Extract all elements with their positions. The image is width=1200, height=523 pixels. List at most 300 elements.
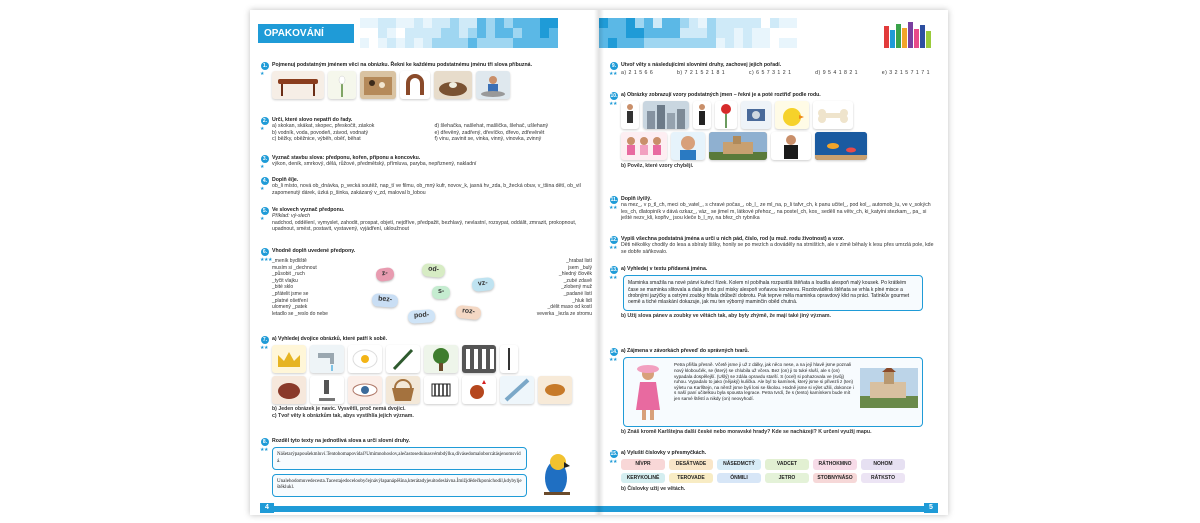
exercise-14 (609, 348, 938, 436)
mosaic-tile (369, 18, 378, 28)
exercise-4 (260, 177, 589, 196)
mosaic-tile (477, 18, 486, 28)
picture-row (613, 132, 938, 160)
mosaic-tile (477, 28, 486, 38)
mosaic-tile (513, 18, 522, 28)
mosaic-tile (486, 38, 495, 48)
sequence: d) 9 5 4 1 8 2 1 (815, 70, 859, 77)
mosaic-tile (387, 28, 396, 38)
sequence: a) 2 1 5 6 6 (621, 70, 654, 77)
parrot-picture (538, 450, 576, 498)
difficulty-stars: ★★ (609, 101, 617, 107)
mosaic-tile (743, 38, 752, 48)
story-text: Petra přišla přesně. Včetě jsme ji už z dálky, jak něco nese, a na její hlavě jsme poznali nový kloboučék, se (který) se chlubila už včera. Bez (on) ji to tuké sluší, ale s (on) vypadala dospělejší. (Ušlý) se zdála opravdu starší. S (ocel) si pohazovala ve (svůj) ruhou. Vypadalo to jako (nějaký) kuličkа. Ale byl to kamínek, který jsme si přivezli z (ten) výletu na Karlštejn, na němž jsme byli loni se školou. Hodně jsme si výlet užili, dokonce i s naší paní učitelkou byla spousta legrace. Petra tvrdí, že s (tento) kamínkem bude mít jen samé štěstí a nikdy (on) neovyhodí. (674, 362, 854, 401)
page-header (599, 18, 948, 48)
mosaic-tile (626, 38, 635, 48)
meat-picture (272, 376, 306, 404)
mosaic-tile (716, 38, 725, 48)
mosaic-tile (477, 38, 486, 48)
nest-picture (434, 71, 472, 99)
mosaic-tile (680, 28, 689, 38)
mosaic-tile (531, 38, 540, 48)
mosaic-tile (549, 38, 558, 48)
exercise-15 (609, 450, 938, 493)
mosaic-tile (653, 28, 662, 38)
mosaic-tile (689, 18, 698, 28)
exercise-body: ob_li místo, nová ob_dnávka, p_vecká soutěž, nap_tí ve filmu, ob_mný kufr, novov_k, jasná hv_zda, b_žecká obuv, v_tšina dětí, ob_vil zapomenutý dárek, úzká p_šinka, zakázaný v_zd, maloval b_lobou (272, 183, 581, 196)
mosaic-tile (468, 38, 477, 48)
mosaic-tile (504, 28, 513, 38)
prefix-line: jsem _bulý (568, 264, 592, 271)
mosaic-tile (608, 38, 617, 48)
exercise-body: nadchod, oddělení, vymyslet, zahodit, prospat, objetí, nejdříve, předpažit, bezhlavý, nevlastní, rozsypat, oddálit, zmrazit, prokopnout, upadnout, smést, postavit, vystavený, vyjádření, ukloužnout (272, 219, 577, 233)
girls-picture (621, 132, 667, 160)
prefix-line: veverka _lezla ze stromu (536, 310, 592, 317)
chess-picture (360, 71, 396, 99)
karlstejn-picture (860, 368, 918, 408)
prefix-lines-left (272, 258, 372, 317)
prefix-exercise-area (272, 258, 592, 336)
exercise-title: Urči, které slovo nepatří do řady. (272, 117, 353, 123)
books-decoration (884, 22, 936, 48)
mosaic-tile (360, 38, 369, 48)
mosaic-tile (549, 28, 558, 38)
mosaic-tile (761, 18, 770, 28)
exercise-title: Ve slovech vyznač předponu. (272, 207, 345, 213)
right-page (599, 10, 948, 515)
difficulty-stars: ★★★ (260, 257, 272, 263)
difficulty-stars: ★ (260, 216, 264, 222)
mosaic-tile (414, 38, 423, 48)
mosaic-tile (761, 28, 770, 38)
prefix-line: _zlobený muž (561, 284, 592, 291)
exercise-number: 14. (610, 349, 618, 355)
mosaic-tile (707, 38, 716, 48)
exercise-number: 15. (610, 451, 618, 457)
mosaic-tile (788, 38, 797, 48)
prefix-line: musím si _dechnout (272, 264, 317, 271)
mosaic-tile (540, 18, 549, 28)
mosaic-tile (707, 18, 716, 28)
prefix-chip: bez- (372, 293, 399, 307)
basket-picture (386, 376, 420, 404)
anagram-tag: ÓNMILI (717, 473, 761, 483)
mosaic-tile (504, 18, 513, 28)
anagram-tag: DESÁTVADE (669, 459, 713, 469)
anagram-tags (613, 459, 938, 483)
mosaic-tile (734, 38, 743, 48)
mosaic-tile (617, 18, 626, 28)
mosaic-tile (653, 38, 662, 48)
mosaic-tile (635, 38, 644, 48)
machine-picture (741, 101, 771, 129)
mosaic-tile (617, 28, 626, 38)
anagram-tag: JETRO (765, 473, 809, 483)
mosaic-tile (423, 38, 432, 48)
mosaic-tile (716, 28, 725, 38)
prefix-line: _délit maso od kostí (547, 304, 592, 311)
exercise-number: 8. (262, 439, 268, 445)
faucet-picture (310, 345, 344, 373)
boy-picture (671, 132, 705, 160)
page-title: OPAKOVÁNÍ (258, 24, 354, 43)
prefix-line: _meník bydliště (272, 258, 307, 264)
mosaic-tile (689, 38, 698, 48)
mosaic-tile (626, 28, 635, 38)
header-mosaic (360, 18, 558, 48)
exercise-title: Vhodně doplň uvedené předpony. (272, 248, 356, 254)
difficulty-stars: ★★ (260, 345, 268, 351)
mosaic-tile (716, 18, 725, 28)
sequence: c) 6 5 7 3 1 2 1 (748, 70, 792, 77)
leaf-picture (538, 376, 572, 404)
exercise-part-c: c) Tvoř věty k obrázkům tak, abys vystihl/a jejich význam. (272, 412, 414, 419)
exercise-part-b: b) Znáš kromě Karlštejna další české nebo moravské hrady? Kde se nacházejí? K určení využij mapu. (621, 429, 872, 436)
word-rows (264, 123, 589, 142)
left-page (250, 10, 599, 515)
mosaic-tile (360, 18, 369, 28)
difficulty-stars: ★ (260, 71, 264, 77)
zebra-picture (424, 376, 458, 404)
exercise-title: a) Obrázky zobrazují vzory podstatných jmen – řekni je a poté roztřiď podle rodu. (621, 92, 821, 98)
mosaic-tile (459, 18, 468, 28)
difficulty-stars: ★ (260, 126, 264, 132)
mosaic-tile (531, 18, 540, 28)
mosaic-tile (396, 38, 405, 48)
mosaic-tile (495, 38, 504, 48)
mosaic-tile (788, 18, 797, 28)
mosaic-tile (644, 38, 653, 48)
mosaic-tile (608, 18, 617, 28)
crown-picture (272, 345, 306, 373)
exercise-number: 12. (610, 237, 618, 243)
mosaic-tile (743, 28, 752, 38)
difficulty-stars: ★ (260, 186, 264, 192)
prefix-line: _padané listí (563, 290, 592, 297)
picture-row (264, 376, 589, 404)
mosaic-tile (414, 18, 423, 28)
difficulty-stars: ★★ (609, 205, 617, 211)
mosaic-tile (495, 28, 504, 38)
mosaic-tile (698, 38, 707, 48)
mosaic-tile (432, 18, 441, 28)
exercise-number: 7. (262, 337, 268, 343)
mosaic-tile (522, 38, 531, 48)
text-box-1: Nášetarýpapoušekmluví.Tentohomapovídal?Umímnohoslov,alečastoseduinasvémbdýlku,dívásedomaloborcátásjenomsvídá. (272, 447, 527, 470)
prefix-line: _zubé zdavě (563, 277, 592, 284)
crosswalk-picture (462, 345, 496, 373)
pen-picture (386, 345, 420, 373)
exercise-number: 1. (262, 63, 268, 69)
exercise-number: 4. (262, 178, 268, 184)
snowdrop-picture (328, 71, 356, 99)
mosaic-tile (725, 38, 734, 48)
exercise-number: 6. (262, 249, 268, 255)
exercise-title: a) Vyhledej dvojice obrázků, které patří k sobě. (272, 336, 388, 342)
number-sequences (613, 70, 938, 76)
sequence: e) 3 2 1 5 7 1 7 1 (881, 70, 930, 77)
difficulty-stars: ★★ (609, 71, 617, 77)
mosaic-tile (486, 18, 495, 28)
anagram-tag: VADCET (765, 459, 809, 469)
prefix-line: _hluk lidí (572, 297, 592, 304)
exercise-body: na mez_, v p_tl_ch, meci ob_vatel_, s chravé počas_, ob_l_ ze ml_na, p_li tafvr_ch, k panu učitel_, pod kol_, automob_lu, ve v_sokých les_ch, dlatopiník v dává ozkaz_, váz_ se jimel m, látkové přehoz_, na postel_ch, kos_ sedělí na větv_ch, ki_katyini stezkam_, pa_ si ješté nezv_kli, kopřiv_ jsou kleče b_l_ny, na břez_ch rybníka (621, 202, 931, 222)
anagram-tag: NÍVPR (621, 459, 665, 469)
mosaic-tile (635, 28, 644, 38)
man-picture (693, 101, 711, 129)
page-number: 4 (260, 503, 274, 513)
prefix-line: _působit _ruch (272, 271, 305, 278)
mosaic-tile (662, 38, 671, 48)
anagram-tag: NÁSEDMCTÝ (717, 459, 761, 469)
anagram-tag: RÁTKSTO (861, 473, 905, 483)
exercise-title: Doplň i/y/í/ý. (621, 196, 652, 202)
prefix-line: _platné ošetření (272, 297, 308, 304)
prefix-chip: od- (421, 263, 445, 278)
exercise-number: 11. (610, 197, 618, 203)
microscope-picture (310, 376, 344, 404)
mosaic-tile (387, 18, 396, 28)
mosaic-tile (770, 38, 779, 48)
mosaic-tile (540, 38, 549, 48)
chick-picture (775, 101, 809, 129)
picture-row (264, 345, 589, 373)
mosaic-tile (653, 18, 662, 28)
mosaic-tile (423, 28, 432, 38)
prefix-line: _hledný člověk (558, 271, 592, 278)
mosaic-tile (752, 28, 761, 38)
picture-row (613, 101, 938, 129)
mosaic-tile (441, 38, 450, 48)
drummer-picture (476, 71, 510, 99)
mosaic-tile (770, 28, 779, 38)
picture-row (264, 71, 589, 99)
mosaic-tile (608, 28, 617, 38)
prefix-chip: roz- (455, 305, 481, 320)
page-footer (599, 501, 948, 515)
mosaic-tile (680, 38, 689, 48)
page-header (250, 18, 599, 48)
anagram-tag: TEROVADE (669, 473, 713, 483)
mosaic-tile (414, 28, 423, 38)
exercise-title: Doplň ě/je. (272, 177, 299, 183)
mosaic-tile (378, 38, 387, 48)
mosaic-tile (644, 28, 653, 38)
exercise-body: výkon, deník, smrkový, dělá, růžové, předmětský, přímluva, paryba, nepřiznený, nakladní (272, 161, 477, 168)
mosaic-tile (770, 18, 779, 28)
judge-picture (771, 132, 811, 160)
prefix-chip: z- (375, 267, 394, 282)
text-box: Maminka smažila na nové pánvi kuřecí řízek. Kolem ní pobíhala rozpustilá štěňata a loudila alespoň malý kousek. Po krátkém čase se maminka slitovala a dala jim do psí misky alespoň voňavou konzervu. Rozdováděná štěňata se vrhla k plné misce a drobnými jazýčky a ostrými zoubky hltala drůbeží dobrotu. Pak teprve měla maminka opravdový klid na práci. Tatínkův gourmet oemě a tiché mlaskání dokazuje, jak mu ten výborný maminčin oběd chutná. (623, 275, 923, 310)
prefix-line: _přátelit jsme se (272, 290, 309, 297)
header-mosaic (599, 18, 797, 48)
mosaic-tile (680, 18, 689, 28)
mosaic-tile (423, 18, 432, 28)
row-d: d) šlehačka, našlehat, mašlička, šlehač, ušlehaný (434, 123, 549, 130)
footer-bar (599, 506, 924, 512)
mosaic-tile (405, 38, 414, 48)
mosaic-tile (369, 28, 378, 38)
difficulty-stars: ★★ (260, 447, 268, 453)
exercise-2 (260, 117, 589, 143)
mosaic-tile (441, 28, 450, 38)
table-picture (272, 71, 324, 99)
mosaic-tile (761, 38, 770, 48)
difficulty-stars: ★★ (609, 459, 617, 465)
mosaic-tile (450, 38, 459, 48)
mosaic-tile (662, 28, 671, 38)
mosaic-tile (626, 18, 635, 28)
prefix-line: _hrabat listí (566, 258, 592, 264)
mosaic-tile (698, 28, 707, 38)
exercise-10 (609, 92, 938, 170)
woman-picture (621, 101, 639, 129)
mosaic-tile (725, 28, 734, 38)
aquarium-picture (815, 132, 867, 160)
mosaic-tile (459, 38, 468, 48)
exercise-title: Vyznač stavbu slova: předponu, kořen, příponu a koncovku. (272, 155, 421, 161)
mosaic-tile (405, 28, 414, 38)
mosaic-tile (752, 18, 761, 28)
mosaic-tile (707, 28, 716, 38)
prefix-line: ulomený _patek (272, 304, 308, 311)
prefix-chip: vz- (471, 277, 494, 292)
mosaic-tile (378, 18, 387, 28)
mosaic-tile (779, 28, 788, 38)
exercise-part-b: b) Číslovky užij ve větách. (621, 486, 686, 493)
exercise-5 (260, 207, 589, 233)
mosaic-tile (531, 28, 540, 38)
difficulty-stars: ★★ (609, 245, 617, 251)
mosaic-tile (689, 28, 698, 38)
exercise-7 (260, 336, 589, 419)
row-b: b) vodník, voda, povodeň, závod, vodnatý (272, 129, 369, 136)
book-gutter (594, 10, 604, 515)
mosaic-tile (540, 28, 549, 38)
mosaic-tile (644, 18, 653, 28)
anagram-tag: NOHOM (861, 459, 905, 469)
mosaic-tile (387, 38, 396, 48)
feather-picture (500, 376, 534, 404)
exercise-number: 5. (262, 208, 268, 214)
rose-picture (715, 101, 737, 129)
page-number: 5 (924, 503, 938, 513)
exercise-body: Děti několiky chodily do lesa a sbíraly šišky, honily se po mezích a dováděly na strništích, ale v zimě běhaly k lesu přes umrzlá pole, kde se dobře sáňkovalo. (621, 242, 934, 255)
mosaic-tile (513, 38, 522, 48)
exercise-title: Utvoř věty s následujícími slovními druhy, zachovej jejich pořadí. (621, 62, 782, 68)
anagram-tag: STOBNYNÁSO (813, 473, 857, 483)
mosaic-tile (779, 38, 788, 48)
girl-picture (628, 362, 668, 422)
mosaic-tile (432, 38, 441, 48)
row-c: c) běžky, oběžnice, výběh, oběť, běhat (272, 136, 361, 143)
prefix-chip: pod- (408, 309, 436, 323)
mosaic-tile (468, 18, 477, 28)
row-a: a) skokan, skákat, skopec, přeskočit, záskok (272, 123, 375, 130)
horseshoe-picture (400, 71, 430, 99)
exercise-11 (609, 196, 938, 222)
prefix-lines-right (492, 258, 592, 317)
tree-picture (424, 345, 458, 373)
difficulty-stars: ★★ (609, 275, 617, 281)
exercise-13 (609, 266, 938, 319)
prefix-line: _tyčit vlajku (272, 277, 298, 284)
exercise-title: a) Vyhledej v textu přídavná jména. (621, 266, 708, 272)
mosaic-tile (432, 28, 441, 38)
castle-picture (709, 132, 767, 160)
mosaic-tile (671, 38, 680, 48)
mosaic-tile (788, 28, 797, 38)
difficulty-stars: ★ (260, 164, 264, 170)
mosaic-tile (396, 18, 405, 28)
exercise-9 (609, 62, 938, 77)
exercise-1 (260, 62, 589, 99)
exercise-part-b: b) Jeden obrázek je navíc. Vysvětli, proč nemá dvojici. (272, 406, 406, 413)
text-box-2: Unalehodomuvedecesta.Tacestajedoceloobyčejnávýlapanápěšína,kterátadyjeuitodeslávna.Ìmižjdědečkponichodil,kdybylještěklukl. (272, 474, 527, 497)
mosaic-tile (504, 38, 513, 48)
book-spread (250, 10, 948, 515)
mosaic-tile (396, 28, 405, 38)
sequence: b) 7 2 1 5 2 1 8 1 (676, 70, 726, 77)
eye-picture (348, 376, 382, 404)
exercise-number: 2. (262, 118, 268, 124)
example-line: Příklad: vý-slech (272, 213, 311, 220)
mosaic-tile (441, 18, 450, 28)
footer-bar (274, 506, 599, 512)
mosaic-tile (635, 18, 644, 28)
exercise-3 (260, 155, 589, 170)
exercise-title: Rozděl tyto texty na jednotlivá slova a urči slovní druhy. (272, 438, 410, 444)
exercise-title: a) Zájmena v závorkách převeď do správných tvarů. (621, 348, 749, 354)
mosaic-tile (734, 18, 743, 28)
page-footer (250, 501, 599, 515)
pencil-picture (500, 345, 518, 373)
exercise-title: a) Vyluští číslovky v přesmyčkách. (621, 450, 707, 456)
exercise-title: Pojmenuj podstatným jménem věci na obrázku. Řekni ke každému podstatnému jménu tři slova příbuzná. (272, 62, 533, 68)
city-picture (643, 101, 689, 129)
exercise-part-b: b) Užij slova pánev a zoubky ve větách tak, aby byly zhýmě, že mají také jiný význam. (621, 312, 831, 319)
mosaic-tile (513, 28, 522, 38)
mosaic-tile (450, 28, 459, 38)
anagram-tag: RÁTHOKMNO (813, 459, 857, 469)
mosaic-tile (369, 38, 378, 48)
anagram-tag: KERYKOLINÉ (621, 473, 665, 483)
mosaic-tile (495, 18, 504, 28)
exercise-number: 10. (610, 93, 618, 99)
mosaic-tile (617, 38, 626, 48)
mosaic-tile (522, 28, 531, 38)
exercise-title: Vypiš všechna podstatná jména a urči u nich pád, číslo, rod (u muž. rodu životnost) a vzor. (621, 236, 845, 242)
row-e: e) dřevěný, zadřený, dřevíčko, dřevo, zdřevěnět (434, 129, 545, 136)
rooster-picture (462, 376, 496, 404)
mosaic-tile (360, 28, 369, 38)
mosaic-tile (752, 38, 761, 48)
mosaic-tile (450, 18, 459, 28)
exercise-part-b: b) Pověz, které vzory chybějí. (621, 163, 694, 170)
mosaic-tile (671, 28, 680, 38)
mosaic-tile (734, 28, 743, 38)
prefix-line: _bité sklo (272, 284, 294, 291)
mosaic-tile (743, 18, 752, 28)
mosaic-tile (698, 18, 707, 28)
exercise-12 (609, 236, 938, 255)
mosaic-tile (662, 18, 671, 28)
mosaic-tile (468, 28, 477, 38)
mosaic-tile (779, 18, 788, 28)
row-f: f) vinu, zavinit se, vinka, vinný, vinovka, zvinný (434, 136, 542, 143)
mosaic-tile (671, 18, 680, 28)
prefix-line: letadlo se _reslo do nebe (272, 310, 328, 317)
